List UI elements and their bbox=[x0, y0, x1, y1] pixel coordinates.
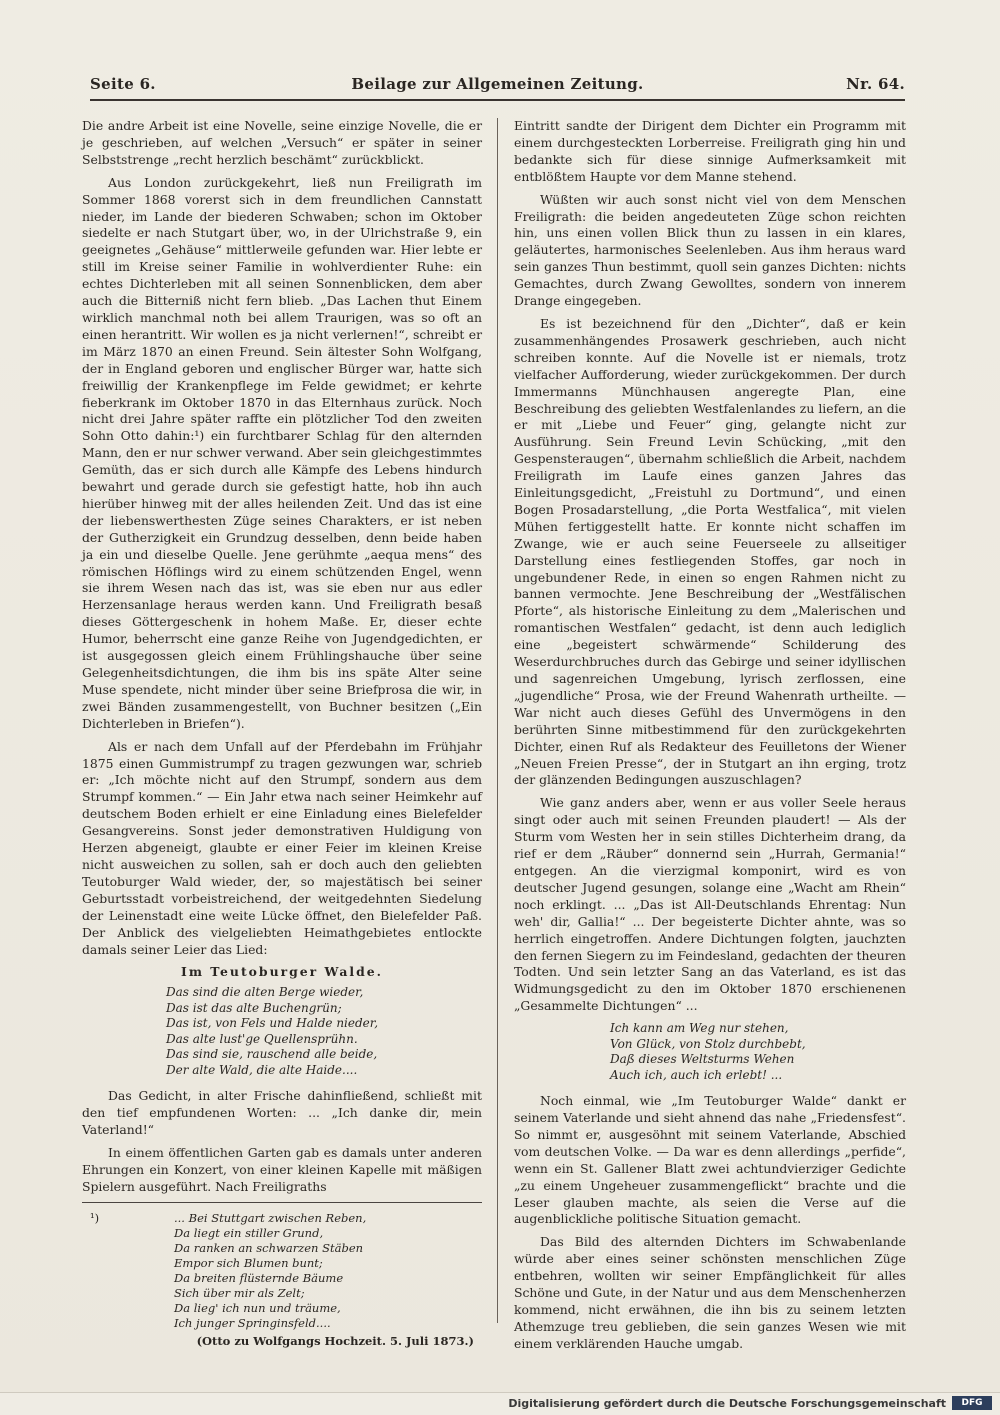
footnote-line: Da breiten flüsternde Bäume bbox=[174, 1270, 344, 1285]
left-column bbox=[82, 118, 482, 1349]
digitization-banner bbox=[0, 1392, 1000, 1415]
paragraph: Das Bild des alternden Dichters im Schwabenlande würde aber eines seiner schönsten menschlichen Züge entbehren, wollten wir seiner Empfänglichkeit für alles Schöne und Gute, in der Natur und aus dem Menschenherzen kommend, nicht erwähnen, die ihn bis zu seinem letzten Athemzuge treu geblieben, die sein ganzes Wesen wie mit einem verklärenden Hauche umgab. bbox=[514, 1234, 906, 1351]
poem-line: Auch ich, auch ich erlebt! ... bbox=[610, 1067, 783, 1082]
poem-line: Daß dieses Weltsturms Wehen bbox=[610, 1052, 795, 1067]
paragraph: Als er nach dem Unfall auf der Pferdebahn im Frühjahr 1875 einen Gummistrumpf zu tragen gezwungen war, schrieb er: „Ich möchte nicht auf den Strumpf, sondern aus dem Strumpf kommen.“ — Ein Jahr etwa nach seiner Heimkehr auf deutschem Boden erhielt er eine Einladung eines Bielefelder Gesangvereins. Sonst jeder demonstrativen Huldigung von Herzen abgeneigt, glaubte er einer Feier im kleinen Kreise nicht ausweichen zu sollen, sah er doch auch den geliebten Teutoburger Wald wieder, der, so majestätisch bei seiner Geburtsstadt vorbeistreichend, der weitgedehnten Siedelung der Leinenstadt eine weite Lücke öffnet, den Bielefelder Paß. Der Anblick des vielgeliebten Heimathgebietes entlockte damals seiner Leier das Lied: bbox=[82, 738, 482, 957]
poem-line: Von Glück, von Stolz durchbebt, bbox=[610, 1036, 806, 1051]
paragraph: Wie ganz anders aber, wenn er aus voller Seele heraus singt oder auch mit seinen Freunden plaudert! — Als der Sturm vom Westen her in sein stilles Dichterheim drang, da rief er dem „Räuber“ donnernd sein „Hurrah, Germania!“ entgegen. An die vierzigmal komponirt, wird es von deutscher Jugend gesungen, solange eine „Wacht am Rhein“ noch erklingt. ... „Das ist All-Deutschlands Ehrentag: Nun weh' dir, Gallia!“ ... Der begeisterte Dichter ahnte, was so herrlich eingetroffen. Andere Dichtungen folgten, jauchzten den fernen Siegern zu im Feindesland, gedachten der theuren Todten. Und sein letzter Sang an das Vaterland, es ist das Widmungsgedicht zu den im Oktober 1870 erschienenen „Gesammelte Dichtungen“ ... bbox=[514, 795, 906, 1014]
paragraph: Eintritt sandte der Dirigent dem Dichter ein Programm mit einem durchgesteckten Lorberreise. Freiligrath ging hin und bedankte sich für diese sinnige Aufmerksamkeit mit entblößtem Haupte vor dem Manne stehend. bbox=[514, 118, 906, 184]
footnote-line: Ich junger Springinsfeld.... bbox=[174, 1315, 331, 1330]
footnote-line: Da ranken an schwarzen Stäben bbox=[174, 1240, 364, 1255]
footnote-line: Da lieg' ich nun und träume, bbox=[174, 1300, 341, 1315]
funding-notice: Digitalisierung gefördert durch die Deutsche Forschungsgemeinschaft bbox=[508, 1397, 946, 1410]
footnote bbox=[82, 1211, 482, 1349]
poem-line: Das sind die alten Berge wieder, bbox=[166, 985, 364, 1000]
paragraph: Wüßten wir auch sonst nicht viel von dem Menschen Freiligrath: die beiden angedeuteten Züge schon reichten hin, uns einen vollen Blick thun zu lassen in ein klares, geläutertes, harmonisches Seelenleben. Aus ihm heraus ward sein ganzes Thun bestimmt, quoll sein ganzes Dichten: nichts Gemachtes, durch Zwang Gewolltes, sondern von innerem Drange eingegeben. bbox=[514, 191, 906, 309]
dfg-logo: DFG bbox=[952, 1396, 992, 1410]
poem-line: Das alte lust'ge Quellensprühn. bbox=[166, 1031, 358, 1046]
column-divider bbox=[497, 118, 498, 1323]
paragraph: Aus London zurückgekehrt, ließ nun Freiligrath im Sommer 1868 vorerst sich in dem freundlichen Cannstatt nieder, im Lande der biederen Schwaben; schon im Oktober siedelte er nach Stutgart über, wo, in der Ulrichstraße 9, ein geeignetes „Gehäuse“ mittlerweile gefunden war. Hier lebte er still im Kreise seiner Familie in wohlverdienter Ruhe: ein echtes Dichterleben mit all seinen Sonnenblicken, dem aber auch die Bitterniß nicht fern blieb. „Das Lachen thut Einem wirklich manchmal noth bei allem Traurigen, was so oft an einen herantritt. Wir wollen es ja nicht verlernen!“, schreibt er im März 1870 an einen Freund. Sein ältester Sohn Wolfgang, der in England geboren und englischer Bürger war, hatte sich freiwillig der Krankenpflege im Felde gewidmet; er kehrte fieberkrank im Oktober 1870 in das Elternhaus zurück. Noch nicht drei Jahre später raffte ein plötzlicher Tod den zweiten Sohn Otto dahin:¹) ein furchtbarer Schlag für den alternden Mann, den er nur schwer verwand. Aber sein gleichgestimmtes Gemüth, das er sich durch alle Kämpfe des Lebens hindurch bewahrt und gerade durch sie gefestigt hatte, hob ihn auch hierüber hinweg mit der alles heilenden Zeit. Und das ist eine der liebenswerthesten Züge seines Charakters, er ist neben der Gutherzigkeit ein Grundzug desselben, denn beide haben ja ein und dieselbe Quelle. Jene gerühmte „aequa mens“ des römischen Höflings wird zu einem schützenden Engel, wenn sie ihrem Wesen nach das ist, was sie eben nur aus edler Herzensanlage heraus werden kann. Und Freiligrath besaß dieses Göttergeschenk in hohem Maße. Er, dieser echte Humor, beherrscht eine ganze Reihe von Jugendgedichten, er ist ausgegossen gleich einem Frühlingshauche über seine Gelegenheitsdichtungen, die ihm bis ins späte Alter seine Muse spendete, nicht minder über seine Briefprosa die wir, in zwei Bänden zusammengestellt, von Buchner besitzen („Ein Dichterleben in Briefen“). bbox=[82, 174, 482, 731]
right-column bbox=[514, 118, 906, 1359]
poem-teutoburger-walde bbox=[82, 964, 482, 1078]
paragraph: Noch einmal, wie „Im Teutoburger Walde“ dankt er seinem Vaterlande und sieht ahnend das nahe „Friedensfest“. So nimmt er, ausgesöhnt mit seinem Vaterlande, Abschied vom deutschen Volke. — Da war es denn allerdings „perfide“, wenn ein St. Gallener Blatt zwei achtundvierziger Gedichte „zu einem Ungeheuer zusammengeflickt“ brachte und die Leser glauben machte, als seien die Verse auf die augenblickliche politische Situation gemacht. bbox=[514, 1093, 906, 1227]
footnote-rule bbox=[82, 1202, 482, 1203]
poem-line: Der alte Wald, die alte Haide.... bbox=[166, 1062, 358, 1077]
paragraph: Das Gedicht, in alter Frische dahinfließend, schließt mit den tief empfundenen Worten: ... „Ich danke dir, mein Vaterland!“ bbox=[82, 1088, 482, 1138]
footnote-line: Da liegt ein stiller Grund, bbox=[174, 1225, 324, 1240]
poem-line: Ich kann am Weg nur stehen, bbox=[610, 1021, 789, 1036]
footnote-line: Sich über mir als Zelt; bbox=[174, 1285, 305, 1300]
poem-line: Das sind sie, rauschend alle beide, bbox=[166, 1047, 378, 1062]
poem-line: Das ist das alte Buchengrün; bbox=[166, 1000, 342, 1015]
header-rule bbox=[90, 99, 905, 101]
page-number: Seite 6. bbox=[90, 75, 156, 93]
footnote-source: (Otto zu Wolfgangs Hochzeit. 5. Juli 1873.) bbox=[196, 1333, 474, 1348]
paragraph: Die andre Arbeit ist eine Novelle, seine einzige Novelle, die er je geschrieben, auf welchen „Versuch“ er später in seiner Selbststrenge „recht herzlich beschämt“ zurückblickt. bbox=[82, 118, 482, 167]
paragraph: In einem öffentlichen Garten gab es damals unter anderen Ehrungen ein Konzert, von einer kleinen Kapelle mit mäßigen Spielern ausgeführt. Nach Freiligraths bbox=[82, 1145, 482, 1194]
footnote-line: ... Bei Stuttgart zwischen Reben, bbox=[174, 1210, 367, 1225]
footnote-line: Empor sich Blumen bunt; bbox=[174, 1255, 323, 1270]
footnote-mark: ¹) bbox=[90, 1210, 100, 1225]
publication-title: Beilage zur Allgemeinen Zeitung. bbox=[351, 75, 644, 93]
paragraph: Es ist bezeichnend für den „Dichter“, daß er kein zusammenhängendes Prosawerk geschrieben, auch nicht schreiben konnte. Auf die Novelle ist er niemals, trotz vielfacher Aufforderung, wieder zurückgekommen. Der durch Immermanns Münchhausen angeregte Plan, eine Beschreibung des geliebten Westfalenlandes zu liefern, an die er mit „Liebe und Feuer“ ging, gelangte nicht zur Ausführung. Sein Freund Levin Schücking, „mit den Gespensteraugen“, übernahm schließlich die Arbeit, nachdem Freiligrath im Laufe eines ganzen Jahres das Einleitungsgedicht, „Freistuhl zu Dortmund“, und einen Bogen Prosadarstellung, „die Porta Westfalica“, mit vielen Mühen fertiggestellt hatte. Er konnte nicht schaffen im Zwange, wie er auch seine Feuerseele zu allseitiger Darstellung eines festliegenden Stoffes, gar noch in ungebundener Rede, in einen so engen Rahmen nicht zu bannen vermochte. Jene Beschreibung der „Westfälischen Pforte“, als historische Einleitung zu dem „Malerischen und romantischen Westfalen“ gedacht, ist denn auch lediglich eine „begeistert schwärmende“ Schilderung des Weserdurchbruches durch das Gebirge und seiner idyllischen und sagenreichen Umgebung, lyrisch zerflossen, eine „jugendliche“ Prosa, wie der Freund Wahenrath urtheilte. — War nicht auch dieses Gefühl des Unvermögens in den berührten Sinne mitbestimmend für den zurückgekehrten Dichter, einen Ruf als Redakteur des Feuilletons der Wiener „Neuen Freien Presse“, der in Stutgart an ihn erging, trotz der glänzenden Bedingungen auszuschlagen? bbox=[514, 315, 906, 788]
page-header bbox=[90, 75, 905, 99]
poem-line: Das ist, von Fels und Halde nieder, bbox=[166, 1016, 379, 1031]
issue-number: Nr. 64. bbox=[846, 75, 905, 93]
poem-title: Im Teutoburger Walde. bbox=[181, 964, 383, 980]
poem-widmungsgedicht bbox=[514, 1021, 906, 1083]
